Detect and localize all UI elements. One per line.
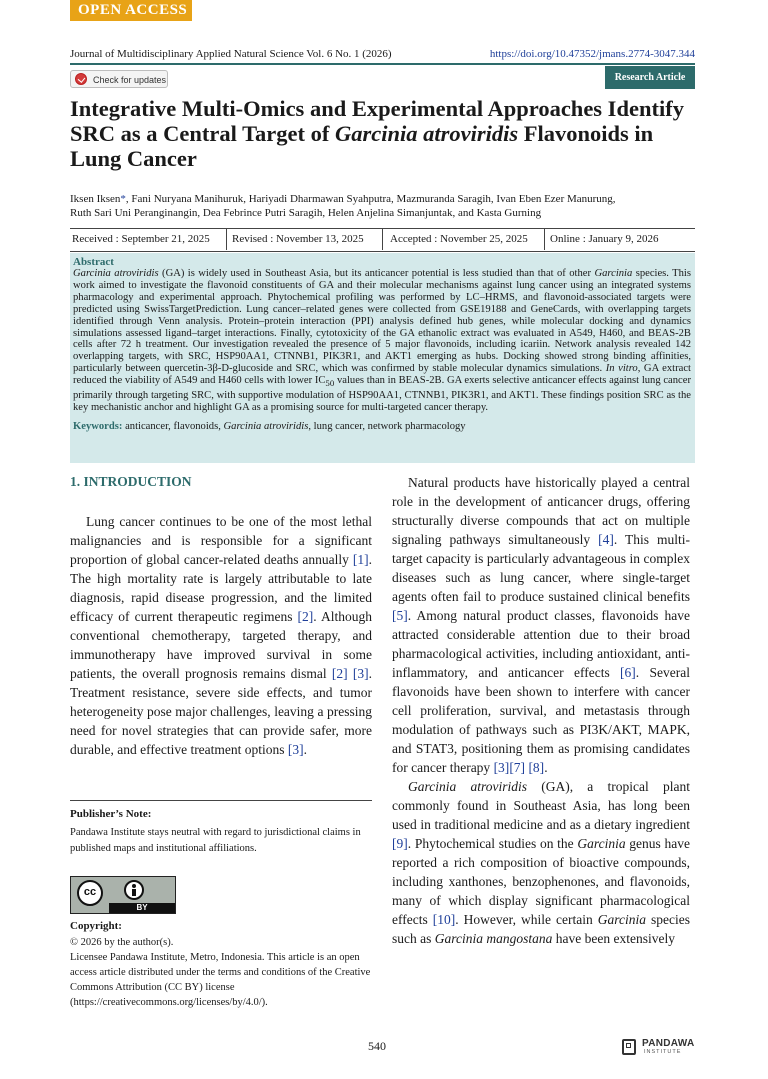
- cc-by-license-badge[interactable]: [70, 876, 176, 914]
- date-divider: [544, 229, 545, 250]
- check-updates-icon: [75, 73, 87, 85]
- doi-link[interactable]: https://doi.org/10.47352/jmans.2774-3047.344: [489, 48, 695, 60]
- intro-paragraph: [70, 512, 372, 759]
- citation-link[interactable]: [1]: [352, 552, 369, 567]
- abstract-species: Garcinia atroviridis: [73, 268, 159, 279]
- text-seg: Lung cancer continues to be one of the most lethal malignancies and is responsible for a significant proportion of global cancer-related deaths annually: [70, 514, 372, 567]
- copyright-block: [70, 935, 372, 1010]
- keywords: [73, 421, 691, 433]
- species-name: Garcinia mangostana: [434, 931, 553, 946]
- abstract-seg: values than in BEAS-2B. GA exerts selective anticancer effects against lung cancer primarily through targeting SRC, with supportive modulation of HSP90AA1, CTNNB1, PIK3R1, and AKT1. These findings position SRC as the key mechanistic anchor and highlight GA as a promising source for multi-targeted cancer therapy.: [73, 375, 691, 414]
- abstract-text: [73, 268, 691, 414]
- copyright-line: © 2026 by the author(s).: [70, 937, 174, 948]
- page-number: 540: [368, 1039, 386, 1053]
- license-text: Licensee Pandawa Institute, Metro, Indonesia. This article is an open access article distributed under the terms and conditions of the Creative Commons Attribution (CC BY) license (https://creativecommons.org/licenses/by/4.0/).: [70, 952, 371, 1008]
- cc-icon: cc: [77, 880, 103, 906]
- keywords-seg: , lung cancer, network pharmacology: [308, 420, 466, 432]
- pandawa-logo-icon: [622, 1039, 636, 1055]
- ic-subscript: 50: [325, 378, 335, 389]
- citation-link[interactable]: [2]: [297, 609, 314, 624]
- genus-name: Garcinia: [577, 836, 626, 851]
- title-species: Garcinia atroviridis: [335, 121, 519, 146]
- text-seg: .: [544, 760, 548, 775]
- article-title: [70, 96, 700, 171]
- text-seg: . However, while certain: [455, 912, 598, 927]
- keywords-seg: anticancer, flavonoids,: [122, 420, 224, 432]
- citation-link[interactable]: [4]: [598, 532, 614, 547]
- publisher-note-text: Pandawa Institute stays neutral with regard to jurisdictional claims in published maps and institutional affiliations.: [70, 827, 361, 854]
- citation-link[interactable]: [2]: [331, 666, 348, 681]
- intro-paragraph: [392, 777, 690, 948]
- text-seg: . This multi-target capacity is particularly advantageous in complex diseases such as lung cancer, where single-target agents often fail to produce sustained clinical benefits: [392, 532, 690, 604]
- by-label: BY: [109, 903, 175, 913]
- attribution-icon: [124, 880, 144, 900]
- received-date: Received : September 21, 2025: [72, 233, 210, 245]
- citation-link[interactable]: [9]: [392, 836, 408, 851]
- article-type-badge: Research Article: [605, 66, 695, 89]
- intro-right-column: [392, 473, 690, 948]
- genus-name: Garcinia: [597, 912, 646, 927]
- author-list: [70, 192, 695, 220]
- citation-link[interactable]: [10]: [432, 912, 456, 927]
- corresponding-star[interactable]: *: [120, 193, 126, 205]
- revised-date: Revised : November 13, 2025: [232, 233, 364, 245]
- intro-left-column: [70, 512, 372, 759]
- text-seg: genus have reported a rich composition of bioactive compounds, including xanthones, benzophenones, and flavonoids, many of which display significant pharmacological effects: [392, 836, 690, 927]
- keywords-species: Garcinia atroviridis: [223, 420, 309, 432]
- authors-line1: , Fani Nuryana Manihuruk, Hariyadi Dharmawan Syahputra, Mazmuranda Saragih, Ivan Eben Ezer Manurung,: [125, 193, 616, 205]
- species-name: Garcinia atroviridis: [408, 779, 527, 794]
- online-date: Online : January 9, 2026: [550, 233, 659, 245]
- publisher-name: PANDAWA: [642, 1038, 695, 1049]
- introduction-heading: 1. INTRODUCTION: [70, 474, 192, 489]
- open-access-badge: OPEN ACCESS: [70, 0, 192, 21]
- copyright-heading: Copyright:: [70, 920, 122, 932]
- check-for-updates-button[interactable]: [70, 70, 168, 88]
- abstract-box: [70, 253, 695, 463]
- publisher-note-rule: [70, 800, 372, 801]
- title-part2: Flavonoids in Lung Cancer: [70, 121, 654, 171]
- journal-line: [70, 48, 695, 60]
- citation-link[interactable]: [7]: [509, 760, 526, 775]
- publisher-note-heading: Publisher’s Note:: [70, 808, 152, 820]
- citation-link[interactable]: [3]: [493, 760, 510, 775]
- text-seg: .: [303, 742, 308, 757]
- citation-link[interactable]: [3]: [287, 742, 304, 757]
- date-divider: [226, 229, 227, 250]
- text-seg: Natural products have historically played a central role in the development of anticancer drugs, offering structurally diverse compounds that act on multiple signaling pathways simultaneously: [392, 475, 690, 547]
- citation-link[interactable]: [6]: [620, 665, 636, 680]
- text-seg: . Several flavonoids have been shown to interfere with cancer cell proliferation, survival, and metastasis through modulation of pathways such as PI3K/AKT, MAPK, and STAT3, positioning them as promising candidates for cancer therapy: [392, 665, 690, 775]
- publisher-subtitle: INSTITUTE: [644, 1049, 682, 1055]
- first-author: Iksen Iksen: [70, 193, 121, 205]
- check-updates-label: Check for updates: [93, 75, 167, 85]
- text-seg: . Treatment resistance, severe side effects, and tumor heterogeneity pose major challenges, leaving a pressing need for novel strategies that can provide safer, more durable, and effective treatment options: [70, 666, 373, 757]
- publisher-logo: [622, 1038, 702, 1058]
- citation-link[interactable]: [5]: [392, 608, 408, 623]
- citation-link[interactable]: [8]: [528, 760, 545, 775]
- citation-link[interactable]: [3]: [352, 666, 369, 681]
- text-seg: . Among natural product classes, flavonoids have attracted considerable attention due to their broad pharmacological activities, including antioxidant, anti-inflammatory, and anticancer effects: [392, 608, 690, 680]
- abstract-seg: , GA extract reduced the viability of A549 and H460 cells with lower IC: [73, 363, 692, 387]
- abstract-in-vitro: In vitro: [605, 363, 638, 375]
- text-seg: . The high mortality rate is largely attributable to late diagnosis, rapid disease progression, and the limited efficacy of current therapeutic regimens: [70, 552, 372, 624]
- article-dates: [70, 228, 695, 252]
- abstract-seg: (GA) is widely used in Southeast Asia, but its anticancer potential is less studied than that of other: [158, 268, 595, 279]
- intro-paragraph: [392, 473, 690, 777]
- text-seg: . Although conventional chemotherapy, targeted therapy, and immunotherapy have improved survival in some patients, the overall prognosis remains dismal: [70, 609, 372, 681]
- abstract-seg: species. This work aimed to investigate the flavonoid constituents of GA and their molecular mechanisms against lung cancer using an integrated systems pharmacology and experimental approach. Phytochemical profiling was performed by LC–HRMS, and flavonoid-associated targets were predicted using SwissTargetPrediction. Lung cancer–related genes were collected from GSE19188 and GeneCards, with overlapping targets identified through Venn analysis. Protein–protein interaction (PPI) analysis defined hub genes, while molecular docking and dynamics simulations assessed ligand–target interactions. Finally, cytotoxicity of the GA ethanolic extract was evaluated in A549, H460, and BEAS-2B cells after 72 h treatment. Our investigation revealed the presence of 5 major flavonoids, including icariin. Network analysis revealed 142 overlapping targets, with SRC, HSP90AA1, CTNNB1, PIK3R1, and AKT1 emerging as hubs. Docking showed strong binding affinities, particularly between quercetin-3β-D-glucoside and SRC, which was confirmed by stable molecular dynamics simulations.: [73, 268, 692, 375]
- text-seg: . Phytochemical studies on the: [407, 836, 578, 851]
- title-part1: Integrative Multi-Omics and Experimental Approaches Identify SRC as a Central Target of: [70, 96, 684, 146]
- header-rule: [70, 63, 695, 65]
- text-seg: species such as: [392, 912, 691, 946]
- journal-name: Journal of Multidisciplinary Applied Natural Science Vol. 6 No. 1 (2026): [70, 48, 392, 60]
- text-seg: have been extensively: [552, 931, 675, 946]
- date-divider: [382, 229, 383, 250]
- abstract-genus: Garcinia: [594, 268, 633, 279]
- accepted-date: Accepted : November 25, 2025: [390, 233, 528, 245]
- abstract-heading: Abstract: [73, 256, 114, 268]
- authors-line2: Ruth Sari Uni Peranginangin, Dea Febrince Putri Saragih, Helen Anjelina Simanjuntak, and Kasta Gurning: [70, 207, 542, 219]
- keywords-heading: Keywords:: [73, 420, 123, 432]
- text-seg: (GA), a tropical plant commonly found in Southeast Asia, has long been used in traditional medicine and as a dietary ingredient: [392, 779, 690, 832]
